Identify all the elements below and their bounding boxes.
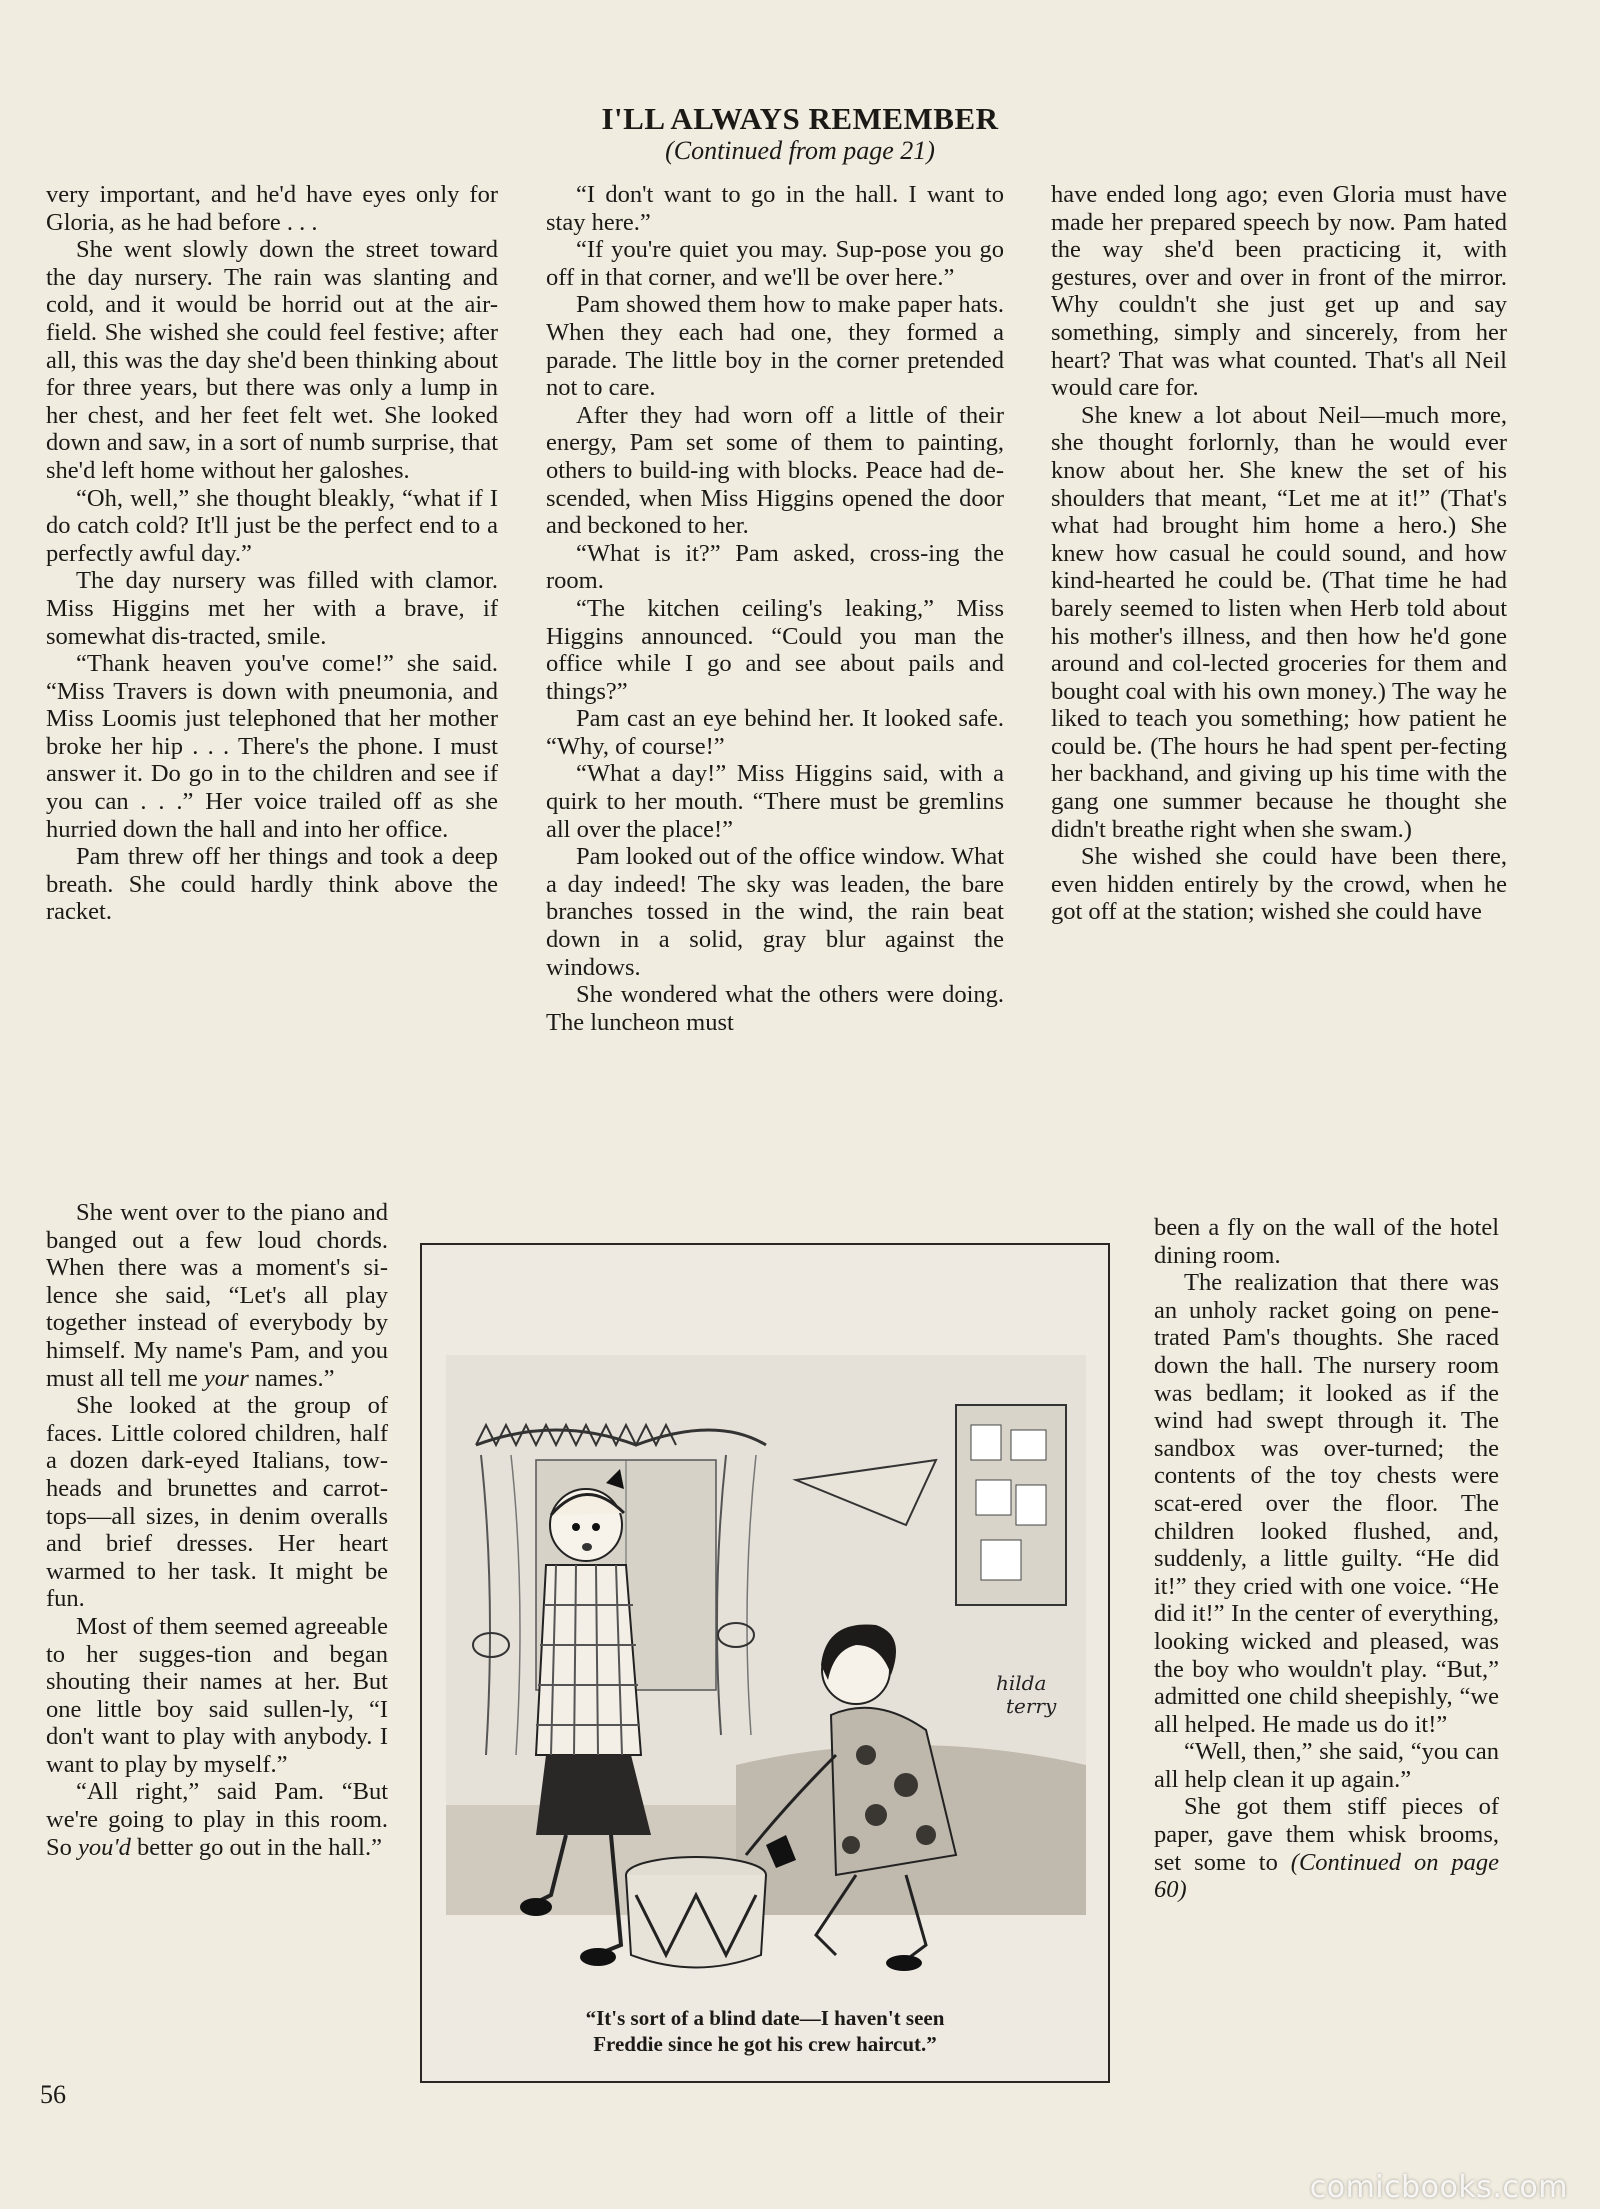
cartoon-illustration	[420, 1243, 1110, 2083]
text-column-2	[546, 181, 1004, 1211]
artist-signature-line1: hilda	[996, 1671, 1047, 1695]
site-watermark: comicbooks.com	[1309, 2170, 1568, 2205]
paragraph: She looked at the group of faces. Little colored children, half a dozen dark-eyed Italians, tow-heads and brunettes and carrot-tops—all sizes, in denim overalls and brief dresses. Her heart warmed to her task. It might be fun.	[46, 1392, 388, 1613]
paragraph: have ended long ago; even Gloria must have made her prepared speech by now. Pam hated the way she'd been practicing it, with gestures, over and over in front of the mirror. Why couldn't she just get up and say something, simply and sincerely, from her heart? That was what counted. That's all Neil would care for.	[1051, 181, 1507, 402]
cartoon-caption: “It's sort of a blind date—I haven't seen Freddie since he got his crew haircut.”	[585, 2006, 945, 2056]
paragraph: “All right,” said Pam. “But we're going to play in this room. So you'd better go out in the hall.”	[46, 1778, 388, 1861]
paragraph: been a fly on the wall of the hotel dining room.	[1154, 1214, 1499, 1269]
paragraph: She wished she could have been there, even hidden entirely by the crowd, when he got off at the station; wished she could have	[1051, 843, 1507, 926]
paragraph: She knew a lot about Neil—much more, she thought forlornly, than he would ever know about her. She knew the set of his shoulders that meant, “Let me at it!” (That's what had brought him home a hero.) She knew how casual he could sound, and how kind-hearted he could be. (That time he had barely seemed to listen when Herb told about his mother's illness, and then how he'd gone around and col-lected groceries for them and bought coal with his own money.) The way he liked to teach you something; how patient he could be. (The hours he had spent per-fecting her backhand, and giving up his time with the gang one summer because he thought she didn't breathe right when she swam.)	[1051, 401, 1507, 843]
paragraph: Pam showed them how to make paper hats. When they each had one, they formed a parade. The little boy in the corner pretended not to care.	[546, 291, 1004, 402]
paragraph: “Thank heaven you've come!” she said. “Miss Travers is down with pneumonia, and Miss Loomis just telephoned that her mother broke her hip . . . There's the phone. I must answer it. Do go in to the children and see if you can . . .” Her voice trailed off as she hurried down the hall and into her office.	[46, 650, 498, 843]
story-header	[0, 102, 1600, 166]
continued-on: (Continued on page 60)	[1154, 1848, 1499, 1904]
paragraph: She went slowly down the street toward the day nursery. The rain was slanting and cold, and it would be horrid out at the air-field. She wished she could feel festive; after all, this was the day she'd been thinking about for three years, but there was only a lump in her chest, and her feet felt wet. She looked down and saw, in a sort of numb surprise, that she'd left home without her galoshes.	[46, 236, 498, 484]
text-column-3	[1051, 181, 1507, 1241]
paragraph: very important, and he'd have eyes only for Gloria, as he had before . . .	[46, 181, 498, 236]
paragraph: “Oh, well,” she thought bleakly, “what if I do catch cold? It'll just be the perfect end to a perfectly awful day.”	[46, 484, 498, 567]
paragraph: Most of them seemed agreeable to her sugges-tion and began shouting their names at her. But one little boy said sullen-ly, “I don't want to play with anybody. I want to play by myself.”	[46, 1612, 388, 1778]
paragraph: She went over to the piano and banged out a few loud chords. When there was a moment's si-lence she said, “Let's all play together instead of everybody by himself. My name's Pam, and you must all tell me your names.”	[46, 1199, 388, 1392]
text-column-3-lower	[1154, 1214, 1499, 2094]
paragraph: She got them stiff pieces of paper, gave them whisk brooms, set some to (Continued on page 60)	[1154, 1793, 1499, 1904]
text-column-1	[46, 181, 498, 1211]
continued-from: (Continued from page 21)	[665, 136, 935, 165]
paragraph: Pam threw off her things and took a deep breath. She could hardly think above the racket.	[46, 843, 498, 926]
text-column-1-lower	[46, 1199, 388, 2089]
paragraph: “I don't want to go in the hall. I want to stay here.”	[546, 181, 1004, 236]
paragraph: After they had worn off a little of their energy, Pam set some of them to painting, others to build-ing with blocks. Peace had de-scended, when Miss Higgins opened the door and beckoned to her.	[546, 401, 1004, 540]
paragraph: The day nursery was filled with clamor. Miss Higgins met her with a brave, if somewhat dis-tracted, smile.	[46, 567, 498, 650]
paragraph: Pam cast an eye behind her. It looked safe. “Why, of course!”	[546, 705, 1004, 760]
paragraph: Pam looked out of the office window. What a day indeed! The sky was leaden, the bare branches tossed in the wind, the rain beat down in a solid, gray blur against the windows.	[546, 843, 1004, 981]
paragraph: The realization that there was an unholy racket going on pene-trated Pam's thoughts. She raced down the hall. The nursery room was bedlam; it looked as if the wind had swept through it. The sandbox was over-turned; the contents of the toy chests were scat-ered over the floor. The children looked flushed, and, suddenly, a little guilty. “He did it!” they cried with one voice. “He did it!” In the center of everything, looking wicked and pleased, was the boy who wouldn't play. “But,” admitted one child sheepishly, “we all helped. He made us do it!”	[1154, 1269, 1499, 1738]
story-title: I'LL ALWAYS REMEMBER	[601, 101, 999, 136]
paragraph: “If you're quiet you may. Sup-pose you go off in that corner, and we'll be over here.”	[546, 236, 1004, 291]
artist-signature-line2: terry	[1006, 1694, 1057, 1718]
page-number: 56	[40, 2080, 66, 2109]
cartoon-drawing	[436, 1335, 1096, 1985]
paragraph: She wondered what the others were doing. The luncheon must	[546, 981, 1004, 1036]
paragraph: “What is it?” Pam asked, cross-ing the room.	[546, 539, 1004, 595]
paragraph: “What a day!” Miss Higgins said, with a quirk to her mouth. “There must be gremlins all over the place!”	[546, 760, 1004, 843]
paragraph: “The kitchen ceiling's leaking,” Miss Higgins announced. “Could you man the office while I go and see about pails and things?”	[546, 594, 1004, 705]
paragraph: “Well, then,” she said, “you can all help clean it up again.”	[1154, 1738, 1499, 1793]
